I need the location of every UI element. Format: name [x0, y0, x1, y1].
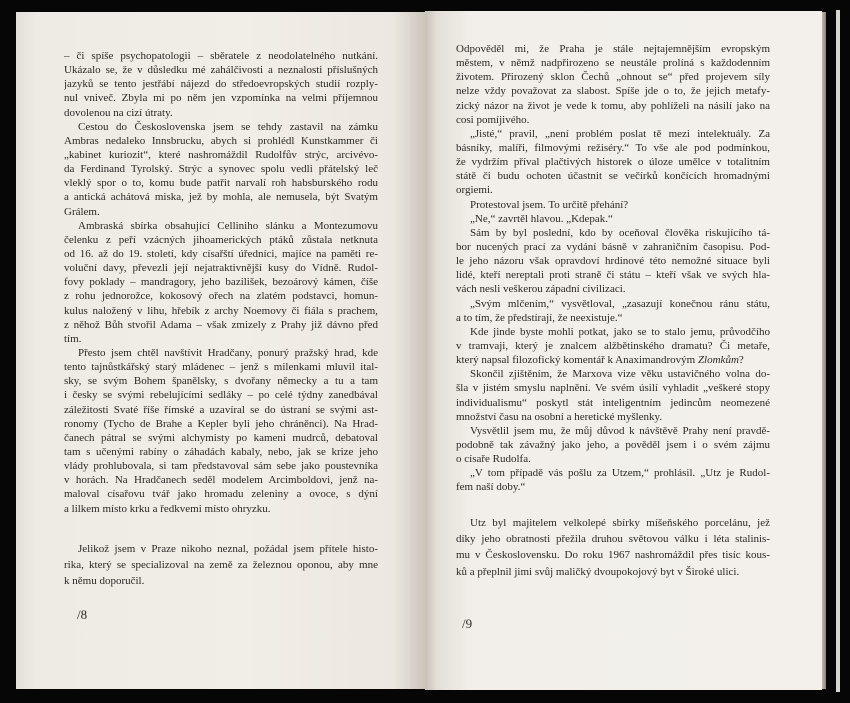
- paragraph: [64, 219, 378, 346]
- text-line: Protestoval jsem. To určitě přehání?: [470, 198, 629, 211]
- text-segment: který napsal filozofický komentář k Anaximandrovým: [456, 354, 698, 367]
- text-line: individualismu“ poskytl stát inteligentním jedincům neomezené: [456, 396, 770, 409]
- text-line: ků a přeplnil jimi svůj maličký dvoupokojový byt v Široké ulici.: [456, 565, 740, 578]
- paragraph: [456, 212, 770, 226]
- paragraph: [64, 541, 378, 590]
- paragraph: [456, 466, 770, 494]
- text-line: Ambras nedaleko Innsbrucku, abych si prohlédl Kunstkammer či: [64, 134, 378, 147]
- text-line: Ambraská sbírka obsahující Celliniho slánku a Montezumovu: [78, 219, 378, 232]
- text-line: Přesto jsem chtěl navštívit Hradčany, ponurý pražský hrad, kde: [78, 346, 378, 359]
- text-line: Utz byl majitelem velkolepé sbírky míšeňského porcelánu, jež: [470, 517, 770, 529]
- paragraph: [456, 42, 770, 127]
- text-line: Kde jinde byste mohli potkat, jako se to stalo jemu, průvodčího: [470, 325, 770, 338]
- text-line: Cestou do Československa jsem se tehdy zastavil na zámku: [78, 120, 378, 133]
- text-line: sky, se svým Bohem španělsky, s dvořany německy a tu a tam: [64, 375, 378, 388]
- text-line: šla v jistém smyslu naplnění. Ve svém úsilí vyhladit „veškeré stopy: [456, 382, 770, 395]
- text-line: le jeho názoru však opravdoví hrdinové této nemožné situace byli: [456, 255, 770, 268]
- text-line: městem, v němž nadpřirozeno se neustále prolíná s každodenním: [456, 57, 770, 70]
- page-number: /9: [462, 616, 473, 631]
- text-line: vleklý spor o to, komu bude patřit narvalí roh habsburského rodu: [64, 177, 378, 190]
- paragraph: [64, 49, 378, 120]
- paragraph: [456, 325, 770, 367]
- text-line: z něhož Bůh stvořil Adama – však zmizely z Prahy již dávno před: [64, 318, 378, 331]
- text-line: rika, který se specializoval na země za železnou oponou, aby mne: [64, 559, 378, 572]
- text-line: voluční davy, převezli její nejatraktivnější kusy do Vídně. Rudol-: [64, 262, 378, 275]
- text-line: a lilkem místo krku a ředkvemi místo ohryzku.: [64, 502, 271, 515]
- text-line: dovolenou na cizí útraty.: [64, 106, 173, 119]
- text-line: kulus naložený v lihu, hřebík z archy Noemovy či fiála s prachem,: [64, 304, 378, 317]
- text-line: „Svým mlčením,“ vysvětloval, „zasazují konečnou ránu státu,: [470, 297, 770, 310]
- text-line: Ukázalo se, že v důsledku mé zahálčivosti a neznalosti příslušných: [64, 64, 378, 77]
- text-line: básníky, malíři, filmovými režiséry.“ To vše ale pod podmínkou,: [456, 141, 770, 154]
- text-line: a antická achátová miska, jež by mohla, ale nemusela, být Svatým: [64, 191, 378, 204]
- text-line: podobně tak závažný jako jeho, a pověděl jsem i o svém zájmu: [456, 438, 770, 451]
- page-edges: [822, 12, 826, 689]
- text-line: tam s učenými rabíny o záhadách kabaly, nebo, jak se krize jeho: [64, 445, 378, 458]
- text-line: fem naší doby.“: [456, 481, 526, 494]
- left-page-closing-text: [64, 541, 378, 590]
- paragraph: [456, 198, 770, 212]
- paragraph: [64, 120, 378, 219]
- text-line: Odpověděl mi, že Praha je stále nejtajemnějším evropským: [456, 43, 770, 55]
- right-page-closing-text: [456, 515, 770, 580]
- text-line: vlády prohlubovala, si tam představoval sám sebe jako poustevníka: [64, 460, 378, 473]
- text-line: bor nucených prací za vydání básně v zahraničním časopisu. Pod-: [456, 240, 770, 253]
- text-line: od 16. až do 19. století, kdy císařští úředníci, majíce na paměti re-: [64, 247, 378, 260]
- paragraph: [456, 367, 770, 424]
- text-line: státě či budu ochoten účastnit se večírků končících hromadnými: [456, 170, 770, 183]
- text-line: Vysvětlil jsem mu, že můj důvod k návštěvě Prahy není pravdě-: [470, 424, 770, 437]
- text-line: v horách. Na Hradčanech seděl modelem Arcimboldovi, jenž na-: [64, 474, 378, 487]
- text-line: i česky se svými rebelujícími sedláky – po celé týdny zanedbával: [64, 389, 378, 402]
- right-page-main-text: [456, 42, 770, 495]
- text-line: k němu doporučil.: [64, 575, 145, 588]
- paragraph: [456, 424, 770, 466]
- text-line: „Ne,“ zavrtěl hlavou. „Kdepak.“: [470, 212, 613, 225]
- text-line: – či spíše psychopatologii – sběratele z neodolatelného nutkání.: [64, 50, 378, 62]
- text-line: jazyků se tento jestřábí nájezd do středoevropských studií rozply-: [64, 78, 378, 91]
- text-line: množství času na osobní a heretické myšlenky.: [456, 410, 663, 423]
- text-line: orgiemi.: [456, 184, 493, 197]
- text-line: fovy poklady – mandragory, jeho bazilišek, bezoárový kámen, číše: [64, 276, 378, 289]
- text-line: [456, 353, 770, 367]
- text-segment: ?: [738, 354, 744, 367]
- left-page-main-text: [64, 49, 378, 516]
- text-line: zický názor na život je vede k tomu, aby pohlíželi na násilí jako na: [456, 99, 770, 112]
- text-line: čelenku z peří vzácných jihoamerických ptáků zůstala netknuta: [64, 233, 378, 246]
- text-line: lidé, kteří nereptali proti straně či státu – kteří však ve svých hla-: [456, 269, 770, 282]
- paragraph: [456, 297, 770, 325]
- text-line: životem. Přirozený sklon Čechů „ohnout se“ před projevem síly: [456, 71, 770, 84]
- text-line: „kabinet kuriozit“, které nashromáždil Rudolfův strýc, arcivévo-: [64, 148, 378, 161]
- text-line: da Ferdinand Tyrolský. Strýc a synovec spolu vedli přátelský leč: [64, 163, 378, 176]
- text-line: vách nesli veškerou západní civilizaci.: [456, 283, 626, 296]
- paragraph: [456, 226, 770, 297]
- text-line: Jelikož jsem v Praze nikoho neznal, požádal jsem přítele histo-: [78, 543, 378, 555]
- text-line: tento tajnůstkářský starý mládenec – jenž s milenkami mluvil ital-: [64, 361, 378, 374]
- text-line: tím.: [64, 332, 82, 345]
- text-line: mu v Československu. Do roku 1967 nashromáždil přes tisíc kous-: [456, 549, 770, 562]
- text-line: nelze vždy považovat za slabost. Spíše jde o to, že jejich metafy-: [456, 85, 770, 98]
- page-number: /8: [77, 607, 88, 622]
- text-line: že vydržím příval plačtivých historek o úloze umělce v totalitním: [456, 156, 770, 169]
- text-line: ronomy (Tycho de Brahe a Kepler byli jeho chráněnci). Na Hrad-: [64, 417, 378, 430]
- text-line: cosi pomíjivého.: [456, 113, 530, 126]
- text-line: o císaře Rudolfa.: [456, 453, 531, 466]
- text-line: záležitosti Svaté říše římské a uzavíral se do ústraní se svými ast-: [64, 403, 378, 416]
- text-line: čanech pátral se svými alchymisty po kameni mudrců, debatoval: [64, 431, 378, 444]
- text-line: z rohu jednorožce, kokosový ořech na zlatém podstavci, homun-: [64, 290, 378, 303]
- text-line: maloval císařovu tvář jako hromadu zeleniny a ovoce, s dýní: [64, 488, 378, 501]
- text-line: Grálem.: [64, 205, 100, 218]
- italic-text: Zlomkům: [697, 354, 739, 367]
- paragraph: [456, 127, 770, 198]
- text-line: „Jisté,“ pravil, „není problém poslat tě mezi intelektuály. Za: [470, 127, 770, 140]
- text-line: a to tím, že předstírají, že neexistuje.“: [456, 311, 623, 324]
- text-line: v tramvaji, který je znalcem alžbětinského dramatu? Či metaře,: [456, 339, 770, 352]
- book-cover-edge: [836, 10, 840, 692]
- text-line: Sám by byl poslední, kdo by oceňoval člověka riskujícího tá-: [470, 226, 770, 239]
- paragraph: [64, 346, 378, 516]
- text-line: Skončil zjištěním, že Marxova vize věku ustavičného volna do-: [470, 368, 770, 381]
- text-line: nul vniveč. Zbyla mi po něm jen vzpomínka na velmi příjemnou: [64, 92, 378, 105]
- text-line: díky jeho obratnosti přežila druhou světovou válku i léta stalinis-: [456, 533, 770, 546]
- paragraph: [456, 515, 770, 580]
- text-line: „V tom případě vás pošlu za Utzem,“ prohlásil. „Utz je Rudol-: [470, 467, 770, 480]
